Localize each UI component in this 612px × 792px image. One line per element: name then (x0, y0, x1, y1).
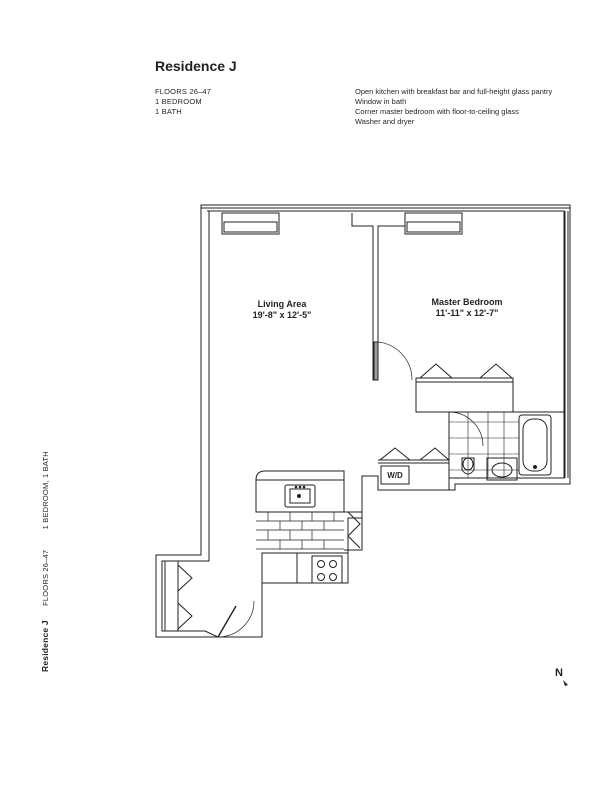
north-arrow-icon (563, 680, 568, 686)
living-area-dimensions: 19'-8" x 12'-5" (252, 310, 312, 320)
bath-door-swing (449, 412, 483, 446)
window-living (222, 213, 279, 234)
master-bedroom-dimensions: 11'-11" x 12'-7" (435, 308, 499, 318)
spec-baths: 1 BATH (155, 107, 182, 116)
refrigerator (262, 553, 297, 583)
feature-item: Corner master bedroom with floor-to-ceiling glass (355, 107, 519, 116)
bedroom-door-swing (378, 342, 412, 380)
side-caption-floors: FLOORS 26–47 (41, 549, 50, 606)
bath-tile-grid (449, 412, 519, 478)
exterior-wall (156, 205, 570, 637)
living-area-label: Living Area (257, 299, 307, 309)
spec-bedrooms: 1 BEDROOM (155, 97, 202, 106)
page-title: Residence J (155, 58, 237, 74)
window-bedroom-inner (407, 222, 460, 232)
entry-closet (162, 561, 178, 631)
pantry-shelves (256, 512, 344, 549)
feature-item: Open kitchen with breakfast bar and full-height glass pantry (355, 87, 553, 96)
range (312, 556, 342, 583)
master-bedroom-label: Master Bedroom (431, 297, 503, 307)
bedroom-closet (416, 378, 513, 412)
washer-dryer-label: W/D (387, 471, 403, 480)
spec-floors: FLOORS 26–47 (155, 87, 212, 96)
north-label: N (555, 667, 563, 679)
window-living-inner (224, 222, 277, 232)
side-caption-layout: 1 BEDROOM, 1 BATH (41, 451, 50, 530)
kitchen-counter-back (256, 471, 344, 510)
entry-door-leaf (218, 606, 236, 637)
bedroom-door-leaf (374, 342, 378, 380)
side-caption-name: Residence J (40, 620, 50, 672)
window-bedroom (405, 213, 462, 234)
feature-item: Washer and dryer (355, 117, 415, 126)
feature-item: Window in bath (355, 97, 407, 106)
